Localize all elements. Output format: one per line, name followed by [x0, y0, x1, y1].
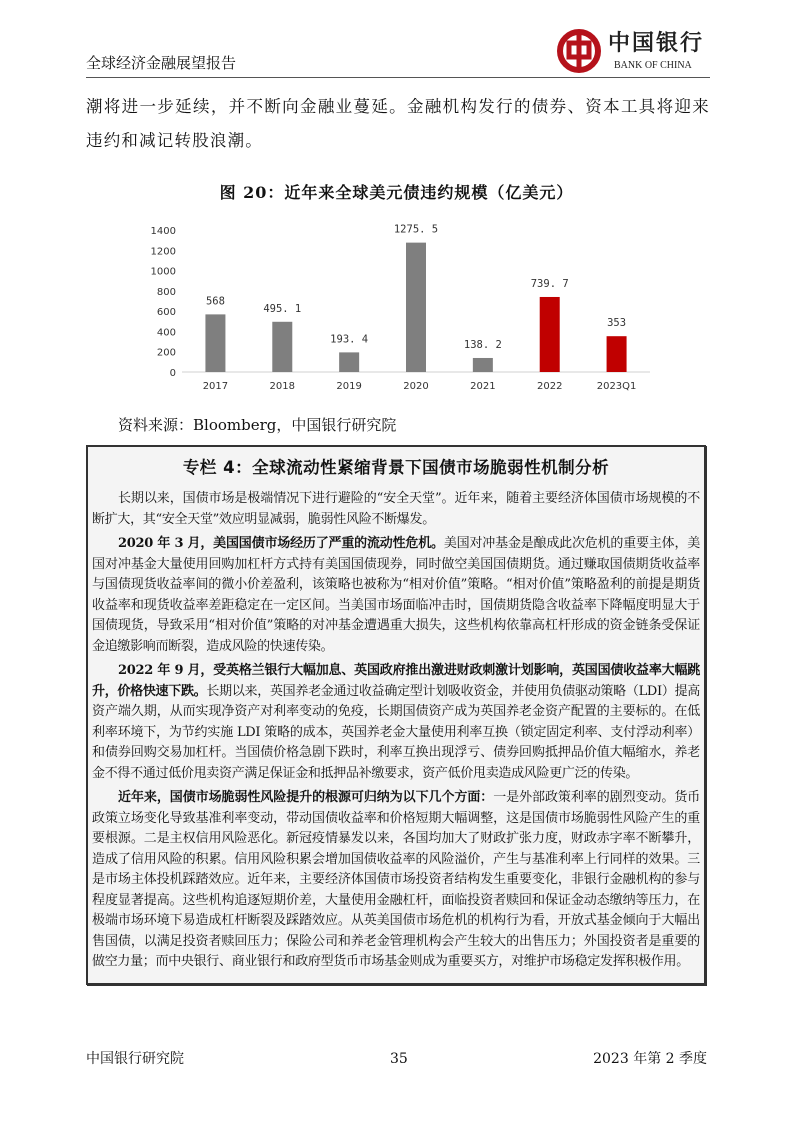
- x-tick-label: 2018: [269, 381, 296, 392]
- bar: [473, 358, 493, 372]
- paragraph-text: 长期以来，英国养老金通过收益确定型计划吸收资金，并使用负债驱动策略（LDI）提高资产端久期，从而实现净资产对利率变动的免疫，长期国债资产成为英国养老金资产配置的主要标的。在低利率环境下，为节约实施 LDI 策略的成本，英国养老金大量使用利率互换（锁定固定利率、支付浮动利率）和债券回购交易加杠杆。当国债价格急剧下跌时，利率互换出现浮亏、债券回购抵押品价值大幅缩水，养老金不得不通过低价甩卖资产满足保证金和抵押品补缴要求，资产低价甩卖造成风险更广泛的传染。: [92, 683, 700, 781]
- y-tick-label: 0: [169, 368, 176, 379]
- box-paragraph: [92, 661, 700, 784]
- header-divider: [86, 77, 710, 78]
- box-paragraphs: [88, 489, 704, 973]
- data-label: 1275. 5: [393, 223, 439, 236]
- footer-org: 中国银行研究院: [86, 1051, 184, 1067]
- x-tick-label: 2020: [403, 381, 429, 392]
- y-tick-label: 800: [156, 286, 176, 298]
- data-label: 739. 7: [530, 277, 569, 290]
- x-tick-label: 2022: [536, 381, 563, 392]
- box-paragraph: [92, 534, 700, 657]
- intro-paragraph: 潮将进一步延续，并不断向金融业蔓延。金融机构发行的债券、资本工具将迎来违约和减记转股浪潮。: [86, 97, 710, 150]
- x-tick-label: 2017: [202, 381, 229, 392]
- bar: [540, 297, 560, 372]
- report-title: 全球经济金融展望报告: [86, 54, 237, 72]
- bar: [607, 336, 627, 372]
- logo-english-name: BANK OF CHINA: [614, 60, 692, 71]
- y-tick-label: 400: [156, 327, 176, 339]
- logo-chinese-name: 中国银行: [608, 30, 705, 56]
- bank-of-china-logo: [556, 28, 716, 76]
- y-tick-label: 1200: [150, 246, 176, 258]
- bar: [205, 314, 225, 372]
- x-tick-label: 2023Q1: [596, 381, 637, 392]
- figure-title: 图 20：近年来全球美元债违约规模（亿美元）: [219, 183, 574, 202]
- paragraph-text: 美国对冲基金是酿成此次危机的重要主体，美国对冲基金大量使用回购加杠杆方式持有美国国债现券，同时做空美国国债期货。通过赚取国债期货收益率与国债现货收益率间的微小价差盈利，该策略也被称为“相对价值”策略。“相对价值”策略盈利的前提是期货收益率和现货收益率差距稳定在一定区间。当美国市场面临冲击时，国债期货隐含收益率下降幅度明显大于国债现货，导致采用“相对价值”策略的对冲基金遭遇重大损失，这些机构依靠高杠杆形成的资金链条受保证金追缴影响而断裂，造成风险的快速传染。: [92, 536, 700, 654]
- footer-date: 2023 年第 2 季度: [593, 1051, 707, 1067]
- paragraph-text: 一是外部政策利率的剧烈变动。货币政策立场变化导致基准利率变动，带动国债收益率和价格短期大幅调整，这是国债市场脆弱性风险产生的重要根源。二是主权信用风险恶化。新冠疫情暴发以来，各国均加大了财政扩张力度，财政赤字率不断攀升，造成了信用风险的积累。信用风险积累会增加国债收益率的风险溢价，产生与基准利率上行同样的效果。三是市场主体投机踩踏效应。近年来，主要经济体国债市场投资者结构发生重要变化，非银行金融机构的参与程度显著提高。这些机构追逐短期价差，大量使用金融杠杆，面临投资者赎回和保证金动态缴纳等压力，在极端市场环境下易造成杠杆断裂及踩踏效应。从英美国债市场危机的机构行为看，开放式基金倾向于大幅出售国债，以满足投资者赎回压力；保险公司和养老金管理机构会产生较大的出售压力；外国投资者是重要的做空力量；而中央银行、商业银行和政府型货币市场基金则成为重要买方，对维护市场稳定发挥积极作用。: [92, 790, 700, 969]
- box-title: 专栏 4：全球流动性紧缩背景下国债市场脆弱性机制分析: [182, 458, 610, 477]
- bar: [406, 243, 426, 372]
- data-label: 138. 2: [463, 338, 502, 351]
- data-label: 353: [607, 317, 627, 330]
- y-tick-label: 200: [156, 347, 176, 359]
- data-label: 495. 1: [263, 302, 302, 315]
- figure-source: 资料来源：Bloomberg，中国银行研究院: [118, 416, 397, 434]
- bar: [339, 352, 359, 372]
- x-tick-label: 2019: [336, 381, 362, 392]
- paragraph-lead: 2022 年 9 月，受英格兰银行大幅加息、英国政府推出激进财政刺激计划影响，英国国债收益率大幅跳升，价格快速下跌。: [92, 663, 700, 699]
- box-paragraph: [92, 489, 700, 530]
- bar: [272, 322, 292, 372]
- column-box: [86, 445, 706, 985]
- y-tick-label: 600: [156, 307, 176, 319]
- y-tick-label: 1000: [150, 266, 176, 278]
- y-tick-label: 1400: [150, 226, 176, 237]
- paragraph-text: 长期以来，国债市场是极端情况下进行避险的“安全天堂”。近年来，随着主要经济体国债市场规模的不断扩大，其“安全天堂”效应明显减弱，脆弱性风险不断爆发。: [92, 491, 700, 527]
- paragraph-lead: 2020 年 3 月，美国国债市场经历了严重的流动性危机。: [118, 536, 444, 551]
- paragraph-lead: 近年来，国债市场脆弱性风险提升的根源可归纳为以下几个方面：: [118, 790, 494, 805]
- x-tick-label: 2021: [470, 381, 496, 392]
- box-paragraph: [92, 788, 700, 973]
- data-label: 193. 4: [330, 333, 369, 346]
- bank-logo-icon: [556, 28, 602, 74]
- page-number: 35: [390, 1051, 408, 1067]
- bar-chart: [140, 210, 660, 400]
- data-label: 568: [205, 295, 225, 308]
